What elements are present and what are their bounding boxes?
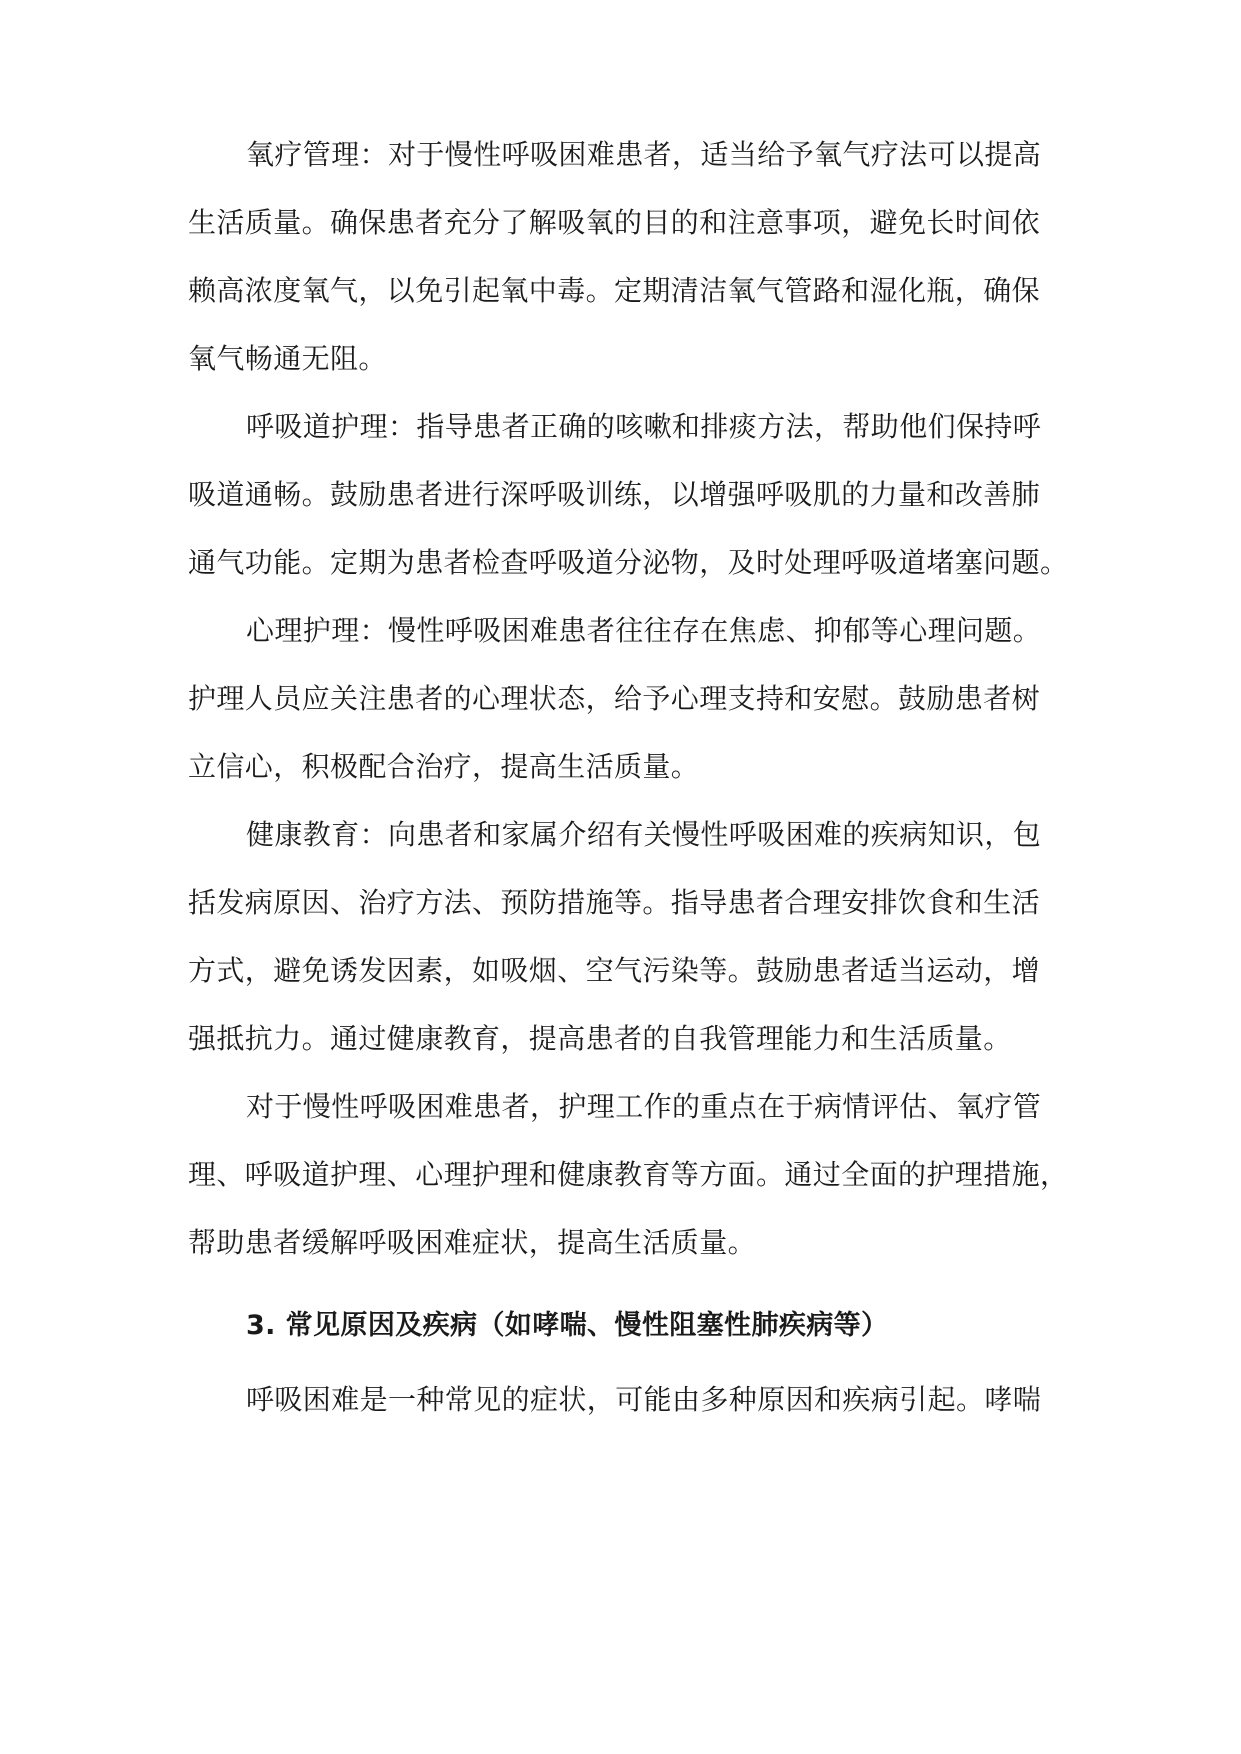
paragraph-1-line-2: 生活质量。确保患者充分了解吸氧的目的和注意事项，避免长时间依	[188, 206, 1041, 239]
paragraph-5-line-1: 对于慢性呼吸困难患者，护理工作的重点在于病情评估、氧疗管	[246, 1090, 1042, 1123]
section-heading: 3. 常见原因及疾病（如哮喘、慢性阻塞性肺疾病等）	[246, 1310, 889, 1341]
paragraph-1-line-1: 氧疗管理：对于慢性呼吸困难患者，适当给予氧气疗法可以提高	[246, 138, 1042, 171]
paragraph-3-line-2: 护理人员应关注患者的心理状态，给予心理支持和安慰。鼓励患者树	[188, 682, 1041, 715]
paragraph-4-line-2: 括发病原因、治疗方法、预防措施等。指导患者合理安排饮食和生活	[188, 886, 1041, 919]
paragraph-1-line-3: 赖高浓度氧气，以免引起氧中毒。定期清洁氧气管路和湿化瓶，确保	[188, 274, 1041, 307]
paragraph-5-line-3: 帮助患者缓解呼吸困难症状，提高生活质量。	[188, 1226, 757, 1259]
paragraph-3-line-1: 心理护理：慢性呼吸困难患者往往存在焦虑、抑郁等心理问题。	[246, 614, 1042, 647]
paragraph-6-line-1: 呼吸困难是一种常见的症状，可能由多种原因和疾病引起。哮喘	[246, 1383, 1042, 1416]
paragraph-3-line-3: 立信心，积极配合治疗，提高生活质量。	[188, 750, 700, 783]
paragraph-4-line-1: 健康教育：向患者和家属介绍有关慢性呼吸困难的疾病知识，包	[246, 818, 1042, 851]
paragraph-4-line-4: 强抵抗力。通过健康教育，提高患者的自我管理能力和生活质量。	[188, 1022, 1012, 1055]
paragraph-1-line-4: 氧气畅通无阻。	[188, 342, 387, 375]
paragraph-2-line-3: 通气功能。定期为患者检查呼吸道分泌物，及时处理呼吸道堵塞问题。	[188, 546, 1069, 579]
paragraph-4-line-3: 方式，避免诱发因素，如吸烟、空气污染等。鼓励患者适当运动，增	[188, 954, 1041, 987]
paragraph-5-line-2: 理、呼吸道护理、心理护理和健康教育等方面。通过全面的护理措施，	[188, 1158, 1069, 1191]
paragraph-2-line-1: 呼吸道护理：指导患者正确的咳嗽和排痰方法，帮助他们保持呼	[246, 410, 1042, 443]
paragraph-2-line-2: 吸道通畅。鼓励患者进行深呼吸训练，以增强呼吸肌的力量和改善肺	[188, 478, 1041, 511]
